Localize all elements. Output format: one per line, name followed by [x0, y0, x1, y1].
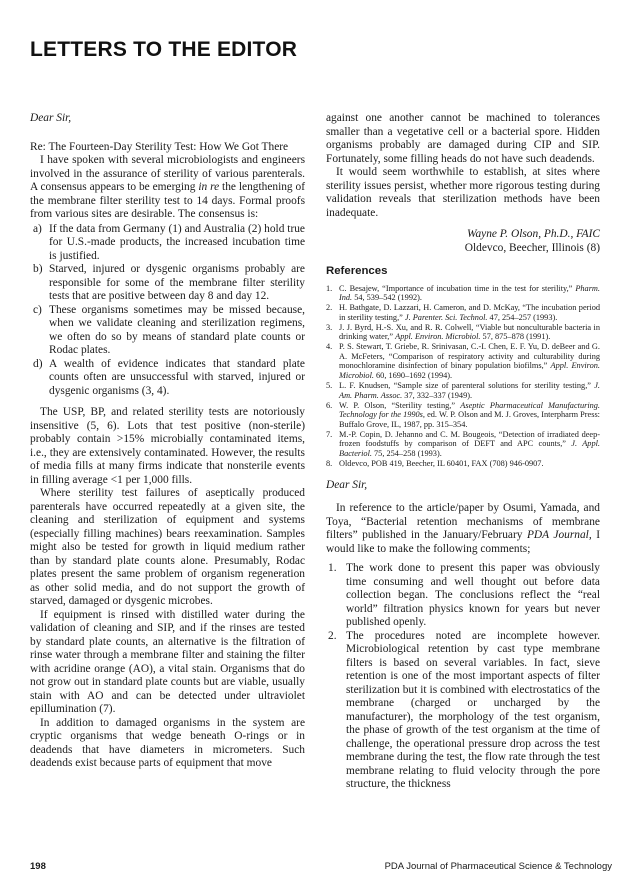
reference-text: W. P. Olson, “Sterility testing,”: [339, 400, 461, 410]
list-item: [326, 630, 600, 792]
letter2-p1-start: In reference to the article/paper by Osumi, Yamada, and Toya, “Bacterial retention mechanisms of membrane filters” published in the January/February: [326, 502, 600, 542]
list-item: [30, 358, 305, 399]
page-title: LETTERS TO THE EDITOR: [30, 38, 298, 61]
reference-item: [326, 323, 600, 342]
reference-text: C. Besajew, “Importance of incubation time in the test for sterility,”: [339, 283, 576, 293]
signature-name: Wayne P. Olson, Ph.D., FAIC: [467, 228, 600, 240]
page-number: 198: [30, 861, 46, 872]
reference-item: [326, 342, 600, 380]
list-marker: a): [33, 222, 42, 235]
reference-text: Oldevco, POB 419, Beecher, IL 60401, FAX (708) 946-0907.: [339, 458, 544, 468]
letter2-p1-end: I would like to make the following comments;: [326, 529, 600, 555]
reference-item: [326, 401, 600, 430]
reference-number: 7.: [326, 429, 333, 439]
letter1-paragraph: The USP, BP, and related sterility tests are notoriously insensitive (5, 6). Lots that test positive (non-sterile) probably contain >15% microbially contaminated items, i.e., they are extensively contaminated. However, the results of media fills at many firms indicate that nonsterile events in filling average <1 per 1,000 fills.: [30, 406, 305, 486]
list-marker: c): [33, 303, 42, 316]
list-number: 2.: [328, 629, 337, 642]
list-marker: d): [33, 357, 43, 370]
reference-number: 4.: [326, 342, 333, 352]
letter2-p1-emphasis: PDA Journal,: [526, 529, 592, 542]
letter2-salutation: Dear Sir,: [326, 478, 368, 491]
left-column: [30, 112, 305, 771]
signature: [326, 228, 600, 255]
reference-text: M.-P. Copin, D. Jehanno and C. M. Bougeois, “Detection of irradiated deep-frozen foodstuffs by comparison of DEFT and APC counts,”: [339, 429, 600, 449]
reference-number: 5.: [326, 381, 333, 390]
reference-item: [326, 381, 600, 400]
letter1-p1-end: the lengthening of the membrane filter sterility test to 14 days. Formal proofs from various sites are desirable. The consensus is:: [30, 181, 306, 220]
references-list: [326, 284, 600, 469]
reference-source: J. Appl. Bacteriol.: [339, 439, 600, 458]
letter1-paragraph: It would seem worthwhile to establish, at sites where sterility issues persist, whether more rigorous testing during validation reveals that sterilization methods have been inadequate.: [326, 166, 600, 219]
reference-source: Appl. Environ. Microbiol.: [339, 361, 600, 381]
reference-detail: 54, 539–542 (1992).: [352, 293, 422, 303]
reference-source: Pharm. Ind.: [339, 283, 600, 303]
reference-text: L. F. Knudsen, “Sample size of parenteral solutions for sterility testing,”: [339, 381, 595, 390]
letter1-paragraph: In addition to damaged organisms in the system are cryptic organisms that wedge beneath O-rings or in deadends that have diameters in micrometers. Such deadends exist because parts of equipment that move: [30, 716, 305, 769]
reference-text: H. Bathgate, D. Lazzari, H. Cameron, and D. McKay, “The incubation period in sterility testing,”: [339, 303, 600, 322]
list-text: A wealth of evidence indicates that standard plate counts often are unsuccessful with starved, injured or dysgenic organisms (3, 4).: [49, 357, 305, 397]
letter1-subject: Re: The Fourteen-Day Sterility Test: How We Got There: [30, 140, 289, 153]
reference-item: [326, 303, 600, 322]
reference-detail: ed. W. P. Olson and M. J. Groves, Interpharm Press: Buffalo Grove, IL, 1987, pp. 315–354.: [339, 410, 600, 429]
comments-list: [326, 562, 600, 792]
list-text: The work done to present this paper was obviously time consuming and well thought out before data collection began. The conclusions reflect the “real world” filtration physics known for years but never published openly.: [346, 562, 600, 629]
letter1-paragraph: Where sterility test failures of aseptically produced parenterals have occurred repeatedly at a given site, the cleaning and sterilization of equipment and systems (especially filling machines) bears reexamination. Samples might also be tested for growth in liquid medium rather than by standard plate counts alone. Presumably, Rodac plates present the same problem of organism regeneration as other solid media, and do not support the growth of starved, damaged or dysgenic microbes.: [30, 487, 305, 607]
reference-source: J. Parenter. Sci. Technol.: [404, 312, 488, 322]
reference-item: [326, 284, 600, 303]
reference-number: 6.: [326, 400, 333, 410]
reference-number: 2.: [326, 303, 333, 313]
signature-affiliation: Oldevco, Beecher, Illinois (8): [464, 241, 600, 254]
reference-item: [326, 430, 600, 459]
letter1-paragraph: If equipment is rinsed with distilled water during the validation of cleaning and SIP, and if the rinses are tested by standard plate counts, an alternative is the filtration of rinse water through a membrane filter and staining the filter with acridine orange (AO), a vital stain. Organisms that do not grow out in standard plate counts but are viable, usually stain with AO and can be detected under ultraviolet epillumination (7).: [30, 608, 305, 715]
list-item: [326, 562, 600, 630]
reference-number: 3.: [326, 322, 333, 332]
reference-number: 1.: [326, 283, 333, 293]
right-column: [326, 112, 600, 792]
journal-name: PDA Journal of Pharmaceutical Science & Technology: [384, 861, 612, 872]
reference-number: 8.: [326, 458, 333, 468]
list-number: 1.: [328, 562, 337, 575]
reference-text: J. J. Byrd, H.-S. Xu, and R. R. Colwell, “Viable but nonculturable bacteria in drinking water,”: [339, 322, 600, 342]
reference-detail: 60, 1690–1692 (1994).: [373, 371, 453, 381]
consensus-list: [30, 223, 305, 399]
reference-detail: 37, 332–337 (1949).: [402, 390, 473, 400]
list-text: These organisms sometimes may be missed because, when we validate cleaning and sterilization regimens, we often do so by means of standard plate counts or Rodac plates.: [49, 303, 305, 356]
list-item: [30, 263, 305, 304]
letter1-paragraph: [30, 154, 305, 222]
list-text: The procedures noted are incomplete however. Microbiological retention by cast type membrane filters is based on several variables. In fact, sieve retention is one of the most important aspects of filter sterilization but it is combined with electrostatics of the membrane (charged or uncharged by the manufacturer), the morphology of the test organism, the phase of growth of the test organism at the time of challenge, the operational pressure drop across the test membrane during the test, the flow rate through the test membrane relating to fluid velocity through the pore structure, the thickness: [346, 629, 600, 791]
letter1-salutation: Dear Sir,: [30, 112, 72, 124]
reference-detail: 47, 254–257 (1993).: [487, 312, 558, 322]
reference-item: [326, 459, 600, 469]
list-item: [30, 223, 305, 264]
letter1-p1-start: I have spoken with several microbiologists and engineers involved in the assurance of sterility of various parenterals. A consensus appears to be emerging: [30, 154, 305, 193]
reference-source: J. Am. Pharm. Assoc.: [339, 381, 600, 400]
list-marker: b): [33, 263, 43, 275]
reference-source: Appl. Environ. Microbiol.: [395, 332, 481, 342]
references-heading: References: [326, 265, 388, 277]
list-text: If the data from Germany (1) and Australia (2) hold true for U.S.-made products, the increased incubation time is justified.: [49, 222, 305, 262]
letter2-paragraph: [326, 502, 600, 556]
letter1-p1-emphasis: in re: [198, 181, 220, 193]
list-item: [30, 304, 305, 358]
list-text: Starved, injured or dysgenic organisms probably are responsible for some of the membrane filter sterility tests that are positive between day 8 and day 12.: [49, 263, 305, 302]
reference-detail: 75, 254–258 (1993).: [371, 448, 442, 458]
reference-detail: 57, 875–878 (1991).: [480, 332, 551, 342]
reference-source: Aseptic Pharmaceutical Manufacturing. Technology for the 1990s,: [339, 400, 600, 420]
reference-text: P. S. Stewart, T. Griebe, R. Srinivasan, C.-I. Chen, E. F. Yu, D. deBeer and G. A. McFeters, “Comparison of respiratory activity and culturability during monochloramine disinfection of binary population biofilms,”: [339, 342, 600, 371]
letter1-paragraph: against one another cannot be machined to tolerances smaller than a vegetative cell or a bacterial spore. Hidden organisms probably are damaged during CIP and SIP. Fortunately, some filling heads do not have such deadends.: [326, 112, 600, 165]
